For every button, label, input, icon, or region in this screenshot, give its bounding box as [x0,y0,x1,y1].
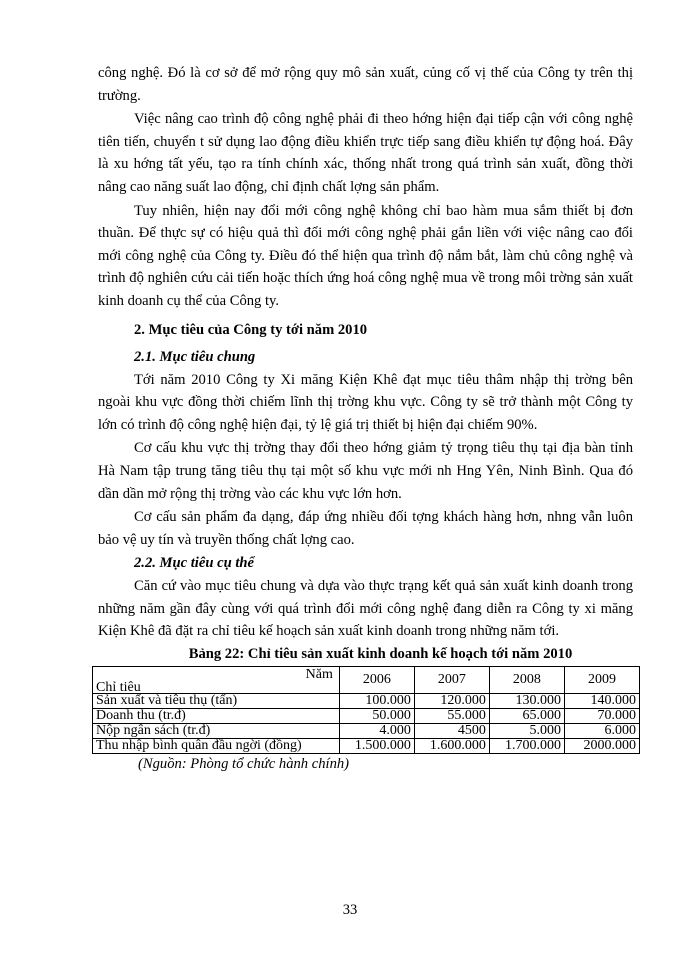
table-cell: 1.600.000 [414,739,489,754]
paragraph-general-goal-1: Tới năm 2010 Công ty Xi măng Kiện Khê đạt mục tiêu thâm nhập thị trờng bên ngoài khu vực đồng thời chiếm lĩnh thị trờng khu vực. Công ty sẽ trở thành một Công ty lớn có trình độ công nghệ hiện đại, tỷ lệ giá trị thiết bị hiện đại chiếm 90%. [98,371,633,433]
table-row [93,724,640,739]
row-label: Thu nhập bình quân đầu ngời (đồng) [93,739,340,754]
subsection-specific-goals-title: 2.2. Mục tiêu cụ thể [134,555,254,572]
table-cell: 55.000 [414,709,489,724]
table-cell: 100.000 [339,694,414,709]
document-page [96,62,636,773]
table-cell: 5.000 [489,724,564,739]
row-label: Sản xuất và tiêu thụ (tấn) [93,694,340,709]
paragraph-general-goal-3: Cơ cấu sản phẩm đa dạng, đáp ứng nhiều đối tợng khách hàng hơn, nhng vẫn luôn bảo vệ uy tín và truyền thống chất lợng cao. [98,509,633,548]
table-header-row [93,667,640,694]
table-cell: 1.500.000 [339,739,414,754]
paragraph-technology-renewal: Tuy nhiên, hiện nay đổi mới công nghệ không chỉ bao hàm mua sắm thiết bị đơn thuần. Để thực sự có hiệu quả thì đổi mới công nghệ phải gắn liền với việc nâng cao đổi mới công nghệ của Công ty. Điều đó thể hiện qua trình độ nắm bắt, làm chủ công nghệ và trình độ nghiên cứu cải tiến hoặc thích ứng hoá công nghệ mua về trong môi trờng sản xuất kinh doanh cụ thể của Công ty. [98,202,633,309]
table-cell: 2000.000 [564,739,639,754]
indicator-header-label: Chỉ tiêu [96,680,141,696]
table-cell: 4500 [414,724,489,739]
year-header: 2008 [489,667,564,694]
paragraph-specific-goal: Căn cứ vào mục tiêu chung và dựa vào thực trạng kết quả sản xuất kinh doanh trong những năm gần đây cùng với quá trình đổi mới công nghệ đang diễn ra Công ty xi măng Kiện Khê đã đặt ra chỉ tiêu kế hoạch sản xuất kinh doanh trong những năm tới. [98,578,633,640]
paragraph-general-goal-2: Cơ cấu khu vực thị trờng thay đổi theo hớng giảm tỷ trọng tiêu thụ tại địa bàn tỉnh Hà Nam tập trung tăng tiêu thụ tại một số khu vực mới nh Hng Yên, Ninh Bình. Qua đó dần dần mở rộng thị trờng vào các khu vực lớn hơn. [98,440,633,502]
year-header: 2006 [339,667,414,694]
table-cell: 70.000 [564,709,639,724]
table-cell: 140.000 [564,694,639,709]
table-row [93,709,640,724]
table-cell: 4.000 [339,724,414,739]
table-title: Bảng 22: Chỉ tiêu sản xuất kinh doanh kế hoạch tới năm 2010 [188,646,573,663]
page-number: 33 [342,902,358,918]
table-cell: 6.000 [564,724,639,739]
table-cell: 120.000 [414,694,489,709]
table-row [93,739,640,754]
table-cell: 65.000 [489,709,564,724]
table-source-note: (Nguồn: Phòng tổ chức hành chính) [138,756,350,773]
table-cell: 50.000 [339,709,414,724]
year-header: 2007 [414,667,489,694]
section-heading: 2. Mục tiêu của Công ty tới năm 2010 [134,321,368,338]
plan-table [92,666,640,754]
row-label: Doanh thu (tr.đ) [93,709,340,724]
table-corner-header [93,667,340,694]
year-header-label: Năm [305,667,333,683]
subsection-general-goals-title: 2.1. Mục tiêu chung [134,348,256,365]
year-header: 2009 [564,667,639,694]
table-row [93,694,640,709]
paragraph-continuation: công nghệ. Đó là cơ sở để mở rộng quy mô sản xuất, củng cố vị thế của Công ty trên thị trường. [98,65,633,104]
table-cell: 130.000 [489,694,564,709]
row-label: Nộp ngân sách (tr.đ) [93,724,340,739]
table-cell: 1.700.000 [489,739,564,754]
paragraph-technology-level: Việc nâng cao trình độ công nghệ phải đi theo hớng hiện đại tiếp cận với công nghệ tiên tiến, chuyển t sử dụng lao động điều khiển trực tiếp sang điều khiển tự động hoá. Đây là xu hớng tất yếu, tạo ra tính chính xác, thống nhất trong quá trình sản xuất, đồng thời nâng cao năng suất lao động, chỉ định chất lợng sản phẩm. [98,111,633,195]
